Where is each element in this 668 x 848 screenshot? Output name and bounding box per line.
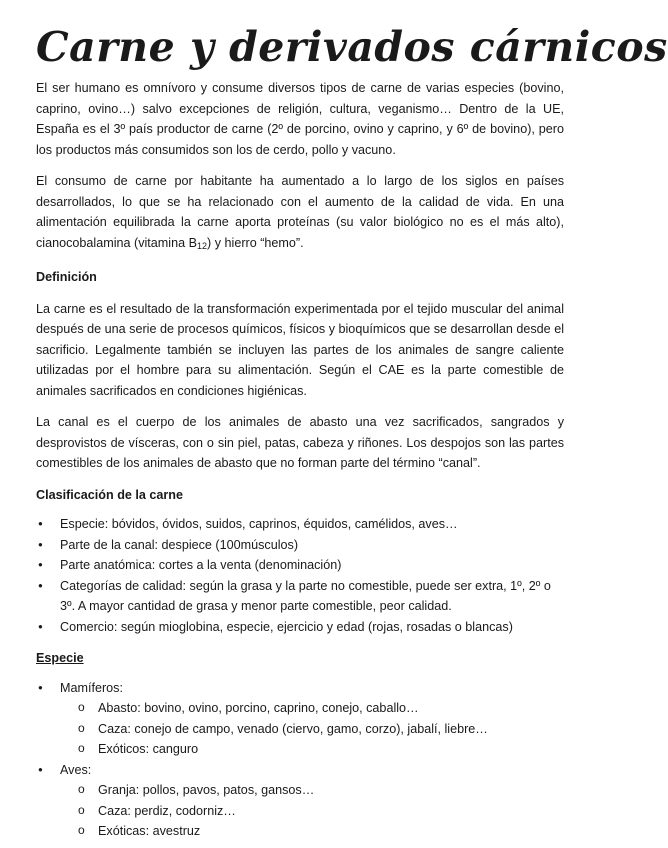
list-item: ● Especie: bóvidos, óvidos, suidos, caprinos, équidos, camélidos, aves… [36, 514, 564, 535]
species-heading: Especie [36, 651, 84, 665]
species-list [36, 678, 564, 842]
page-title: Carne y derivados cárnicos [36, 23, 668, 71]
list-item: o Caza: perdiz, codorniz… [78, 801, 564, 822]
classification-heading: Clasificación de la carne [36, 487, 183, 502]
list-item-mammals [36, 678, 564, 760]
consumption-text-after: ) y hierro “hemo”. [207, 235, 304, 250]
intro-paragraph: El ser humano es omnívoro y consume diversos tipos de carne de varias especies (bovino, caprino, ovino…) salvo excepciones de religión, cultura, veganismo… Dentro de la UE, España es el 3º país productor de carne (2º de porcino, ovino y caprino, y 6º de bovino), pero los productos más consumidos son los de cerdo, pollo y vacuno. [36, 81, 564, 157]
mammals-sublist [60, 698, 564, 760]
list-item: o Granja: pollos, pavos, patos, gansos… [78, 780, 564, 801]
list-item: ● Comercio: según mioglobina, especie, ejercicio y edad (rojas, rosadas o blancas) [36, 617, 564, 638]
list-item: o Exóticos: canguro [78, 739, 564, 760]
consumption-paragraph [36, 171, 564, 256]
birds-label: Aves: [60, 762, 92, 777]
mammals-label: Mamíferos: [60, 680, 123, 695]
list-item-birds [36, 760, 564, 842]
list-item: ● Categorías de calidad: según la grasa y la parte no comestible, puede ser extra, 1º, 2º o 3º. A mayor cantidad de grasa y menor parte comestible, peor calidad. [36, 576, 564, 617]
definition-paragraph: La carne es el resultado de la transformación experimentada por el tejido muscular del animal después de una serie de procesos químicos, físicos y bioquímicos que se desarrollan desde el sacrificio. Legalmente también se incluyen las partes de los animales de sangre caliente utilizadas por el hombre para su alimentación. Según el CAE es la parte comestible de animales sacrificados en condiciones higiénicas. [36, 301, 564, 398]
definition-heading: Definición [36, 270, 97, 284]
list-item: o Abasto: bovino, ovino, porcino, caprino, conejo, caballo… [78, 698, 564, 719]
birds-sublist [60, 780, 564, 842]
canal-paragraph: La canal es el cuerpo de los animales de abasto una vez sacrificados, sangrados y desprovistos de vísceras, con o sin piel, patas, cabeza y riñones. Los despojos son las partes comestibles de los animales de abasto que no forman parte del término “canal”. [36, 415, 564, 470]
vitamin-subscript: 12 [197, 240, 208, 251]
list-item: o Exóticas: avestruz [78, 821, 564, 842]
classification-list [36, 514, 564, 637]
list-item: o Caza: conejo de campo, venado (ciervo, gamo, corzo), jabalí, liebre… [78, 719, 564, 740]
document-body [36, 78, 564, 842]
consumption-text-before: El consumo de carne por habitante ha aumentado a lo largo de los siglos en países desarrollados, lo que se ha relacionado con el aumento de la calidad de vida. En una alimentación equilibrada la carne aporta proteínas (su valor biológico no es el más alto), cianocobalamina (vitamina B [36, 174, 564, 250]
list-item: ● Parte anatómica: cortes a la venta (denominación) [36, 555, 564, 576]
list-item: ● Parte de la canal: despiece (100músculos) [36, 535, 564, 556]
